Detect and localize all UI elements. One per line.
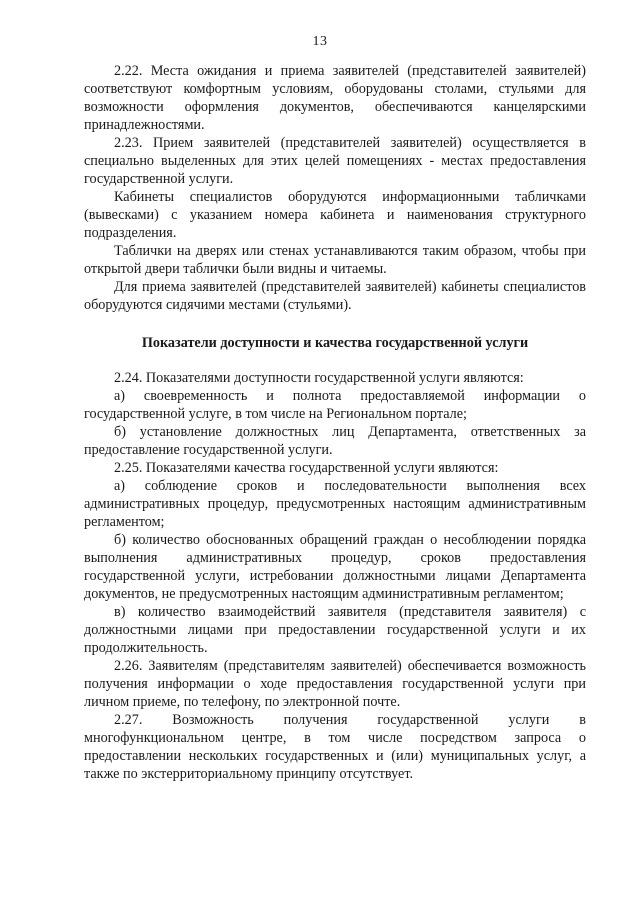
paragraph-2-26: 2.26. Заявителям (представителям заявителей) обеспечивается возможность получения информации о ходе предоставления государственной услуги при личном приеме, по телефону, по электронной почте.	[84, 658, 586, 710]
paragraph-2-27: 2.27. Возможность получения государственной услуги в многофункциональном центре, в том числе посредством запроса о предоставлении нескольких государственных и (или) муниципальных услуг, а также по экстерриториальному принципу отсутствует.	[84, 712, 586, 782]
paragraph-seating: Для приема заявителей (представителей заявителей) кабинеты специалистов оборудуются сидячими местами (стульями).	[84, 279, 586, 313]
paragraph-2-24-b: б) установление должностных лиц Департамента, ответственных за предоставление государственной услуги.	[84, 424, 586, 458]
section-heading: Показатели доступности и качества государственной услуги	[141, 335, 529, 351]
paragraph-2-24-a: а) своевременность и полнота предоставляемой информации о государственной услуге, в том числе на Региональном портале;	[84, 388, 586, 422]
paragraph-2-23: 2.23. Прием заявителей (представителей заявителей) осуществляется в специально выделенных для этих целей помещениях - местах предоставления государственной услуги.	[84, 135, 586, 187]
paragraph-2-25: 2.25. Показателями качества государственной услуги являются:	[114, 460, 499, 476]
page-number: 13	[312, 34, 328, 49]
paragraph-2-22: 2.22. Места ожидания и приема заявителей (представителей заявителей) соответствуют комфортным условиям, оборудованы столами, стульями для возможности оформления документов, обеспечиваются канцелярскими принадлежностями.	[84, 63, 586, 133]
document-body	[84, 62, 586, 783]
paragraph-cabinet-signs: Кабинеты специалистов оборудуются информационными табличками (вывесками) с указанием номера кабинета и наименования структурного подразделения.	[84, 189, 586, 241]
paragraph-2-25-a: а) соблюдение сроков и последовательности выполнения всех административных процедур, предусмотренных настоящим административным регламентом;	[84, 478, 586, 530]
paragraph-door-signs: Таблички на дверях или стенах устанавливаются таким образом, чтобы при открытой двери таблички были видны и читаемы.	[84, 243, 586, 277]
paragraph-2-24: 2.24. Показателями доступности государственной услуги являются:	[114, 370, 524, 386]
paragraph-2-25-b: б) количество обоснованных обращений граждан о несоблюдении порядка выполнения административных процедур, сроков предоставления государственной услуги, истребовании должностными лицами Департамента документов, не предусмотренных настоящим административным регламентом;	[84, 532, 586, 602]
paragraph-2-25-c: в) количество взаимодействий заявителя (представителя заявителя) с должностными лицами при предоставлении государственной услуги и их продолжительность.	[84, 604, 586, 656]
